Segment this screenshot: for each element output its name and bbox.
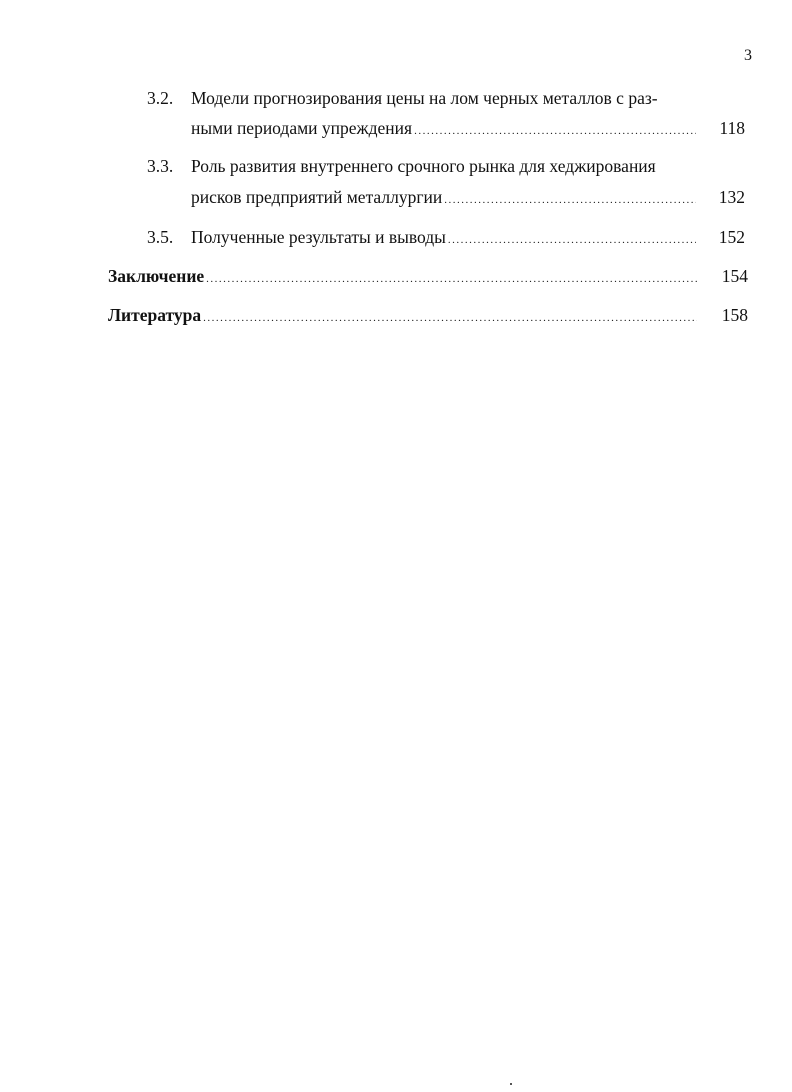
toc-entry-3-5-line bbox=[191, 226, 698, 251]
toc-entry-3-3-number: 3.3. bbox=[147, 156, 174, 176]
toc-entry-3-3-line1 bbox=[191, 155, 701, 177]
toc-entry-3-3-title-line1: Роль развития внутреннего срочного рынка для хеджирования bbox=[191, 156, 656, 176]
page-number: 3 bbox=[744, 47, 752, 64]
toc-entry-literature bbox=[108, 304, 699, 329]
dot-leader bbox=[206, 268, 697, 290]
dot-leader bbox=[203, 307, 697, 329]
toc-entry-3-2-number: 3.2. bbox=[147, 88, 174, 108]
toc-entry-3-5-title: Полученные результаты и выводы bbox=[191, 227, 446, 247]
toc-entry-3-3-page: 132 bbox=[718, 187, 745, 207]
toc-entry-conclusion bbox=[108, 265, 699, 290]
toc-entry-conclusion-page: 154 bbox=[721, 266, 748, 286]
toc-entry-3-2-title-line1: Модели прогнозирования цены на лом черных металлов с раз- bbox=[191, 88, 658, 108]
scan-speck bbox=[510, 1083, 512, 1085]
toc-entry-literature-page: 158 bbox=[721, 305, 748, 325]
toc-entry-3-2-line2 bbox=[191, 117, 698, 142]
dot-leader bbox=[448, 229, 696, 251]
dot-leader bbox=[414, 120, 696, 142]
dot-leader bbox=[444, 189, 696, 211]
toc-entry-conclusion-title: Заключение bbox=[108, 266, 205, 286]
toc-entry-3-3-line2 bbox=[191, 186, 698, 211]
toc-entry-3-2-page: 118 bbox=[719, 118, 745, 138]
toc-entry-literature-title: Литература bbox=[108, 305, 202, 325]
toc-entry-3-2-line1 bbox=[191, 87, 701, 109]
toc-entry-3-2-title-line2: ными периодами упреждения bbox=[191, 118, 413, 138]
toc-entry-3-3-title-line2: рисков предприятий металлургии bbox=[191, 187, 443, 207]
toc-entry-3-5-page: 152 bbox=[718, 227, 745, 247]
toc-entry-3-5-number: 3.5. bbox=[147, 227, 174, 247]
